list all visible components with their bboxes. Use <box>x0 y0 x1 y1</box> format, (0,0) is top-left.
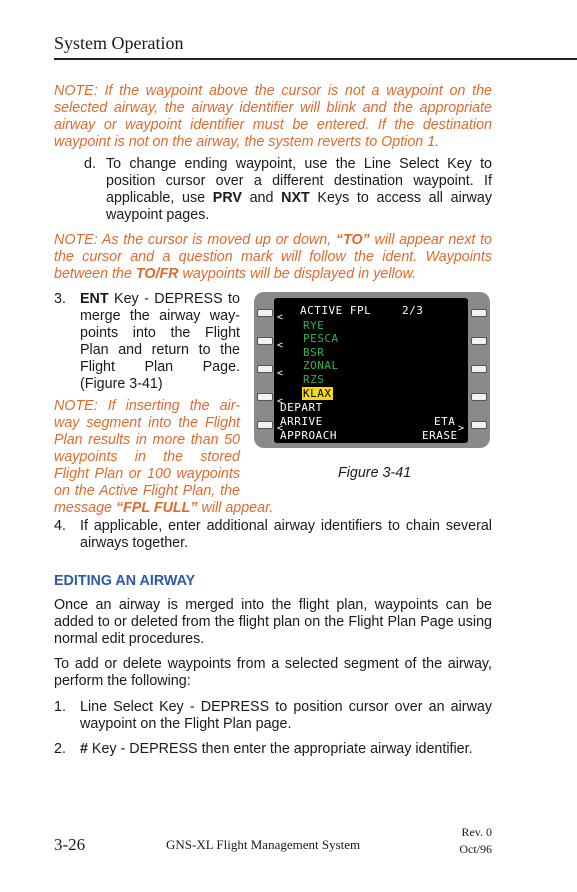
screen-page-number: 2/3 <box>402 304 424 317</box>
instruction-ent-key <box>80 291 240 393</box>
footer-date: Oct/96 <box>459 842 492 856</box>
line-select-key-r4[interactable] <box>471 393 487 401</box>
figure-caption: Figure 3-41 <box>338 465 412 481</box>
note-line: on the Active Flight Plan, the <box>54 483 240 499</box>
page-header-title: System Operation <box>54 33 184 53</box>
line-select-key-r3[interactable] <box>471 365 487 373</box>
note-line: Flight Plan or 100 waypoints <box>54 466 240 482</box>
waypoint-item[interactable]: ZONAL <box>303 359 339 372</box>
waypoint-item-highlighted[interactable]: KLAX <box>303 387 332 400</box>
instruction-text: To change ending waypoint, use the Line Select Key to position cursor over a different destination waypoint. If applicable, use <box>106 156 492 206</box>
instruction-chain-airways: If applicable, enter additional airway identifiers to chain several airways together. <box>80 518 492 551</box>
key-hash: # <box>80 741 88 757</box>
screen-title: ACTIVE FPL <box>300 304 372 317</box>
footer-manual-title: GNS-XL Flight Management System <box>166 837 361 852</box>
instruction-change-ending-waypoint <box>106 156 492 224</box>
note-emphasis-tofr: TO/FR <box>135 266 179 282</box>
screen-menu-approach[interactable]: APPROACH <box>280 429 337 442</box>
list-marker-3: 3. <box>54 291 66 307</box>
line-select-key-r1[interactable] <box>471 309 487 317</box>
instruction-text: Keys to access all airway waypoint pages. <box>106 190 492 223</box>
section-paragraph: Once an airway is merged into the flight plan, waypoints can be added to or deleted from the flight plan on the Flight Plan Page using normal edit procedures. <box>54 597 492 647</box>
waypoint-item[interactable]: RZS <box>303 373 325 386</box>
waypoint-item[interactable]: RYE <box>303 319 325 332</box>
line-select-key-r2[interactable] <box>471 337 487 345</box>
key-nxt: NXT <box>281 190 310 206</box>
note-fpl-full <box>54 398 274 517</box>
waypoint-item[interactable]: PESCA <box>303 332 339 345</box>
list-marker-d: d. <box>84 156 96 172</box>
screen-menu-depart[interactable]: DEPART <box>280 401 323 414</box>
list-marker-2: 2. <box>54 741 66 757</box>
note-line: message “FPL FULL” will appear. <box>54 500 274 516</box>
note-cursor-movement <box>54 232 492 283</box>
note-waypoint-not-on-airway: NOTE: If the waypoint above the cursor is not a waypoint on the selected airway, the airway identifier will blink and the appropriate airway or waypoint identifier must be entered. If the destination waypoint is not on the airway, the system reverts to Option 1. <box>54 83 492 150</box>
line-select-key-l3[interactable] <box>257 365 273 373</box>
line-select-key-l1[interactable] <box>257 309 273 317</box>
line-select-key-r5[interactable] <box>471 421 487 429</box>
note-line: way segment into the Flight <box>54 415 240 431</box>
list-marker-1: 1. <box>54 699 66 715</box>
section-paragraph: To add or delete waypoints from a selected segment of the airway, perform the following: <box>54 656 492 689</box>
note-emphasis-fpl-full: “FPL FULL” <box>115 500 198 516</box>
instruction-line: (Figure 3-41) <box>80 376 163 392</box>
footer-page-number: 3-26 <box>54 835 86 854</box>
instruction-line: points into the Flight <box>80 325 240 341</box>
instruction-line: Plan and return to the <box>80 342 240 358</box>
waypoint-item[interactable]: BSR <box>303 346 325 359</box>
step-line-select-key: Line Select Key - DEPRESS to position cursor over an airway waypoint on the Flight Plan page. <box>80 699 492 732</box>
note-line: Plan results in more than 50 <box>54 432 240 448</box>
instruction-line: ENT Key - DEPRESS to <box>80 291 240 307</box>
header-divider <box>54 58 577 60</box>
instruction-line: merge the airway way- <box>80 308 240 324</box>
note-text: NOTE: As the cursor is moved up or down, <box>54 232 336 248</box>
key-ent: ENT <box>80 291 109 307</box>
line-caret-right-icon: > <box>458 423 465 434</box>
line-select-key-l2[interactable] <box>257 337 273 345</box>
note-text: will appear next to the cursor and a question mark will follow the ident. Waypoints between the <box>54 232 492 282</box>
note-line: NOTE: If inserting the air- <box>54 398 240 414</box>
section-heading: EDITING AN AIRWAY <box>54 573 196 589</box>
note-emphasis-to: “TO” <box>335 232 370 248</box>
instruction-text: and <box>241 190 282 206</box>
line-caret-icon: < <box>277 396 284 407</box>
instruction-line: Flight Plan Page. <box>80 359 240 375</box>
footer-revision: Rev. 0 <box>461 825 492 839</box>
list-marker-4: 4. <box>54 518 66 534</box>
line-caret-icon: < <box>277 423 284 434</box>
note-text: waypoints will be displayed in yellow. <box>178 266 417 282</box>
screen-menu-eta[interactable]: ETA <box>434 415 456 428</box>
line-select-key-l4[interactable] <box>257 393 273 401</box>
line-caret-icon: < <box>277 340 284 351</box>
screen-menu-arrive[interactable]: ARRIVE <box>280 415 323 428</box>
step-hash-key: # Key - DEPRESS then enter the appropriate airway identifier. <box>80 741 473 757</box>
line-select-key-l5[interactable] <box>257 421 273 429</box>
screen-menu-erase[interactable]: ERASE <box>422 429 458 442</box>
line-caret-icon: < <box>277 312 284 323</box>
fmc-screen <box>274 298 468 443</box>
note-line: waypoints in the stored <box>54 449 240 465</box>
line-caret-icon: < <box>277 368 284 379</box>
key-prv: PRV <box>212 190 242 206</box>
